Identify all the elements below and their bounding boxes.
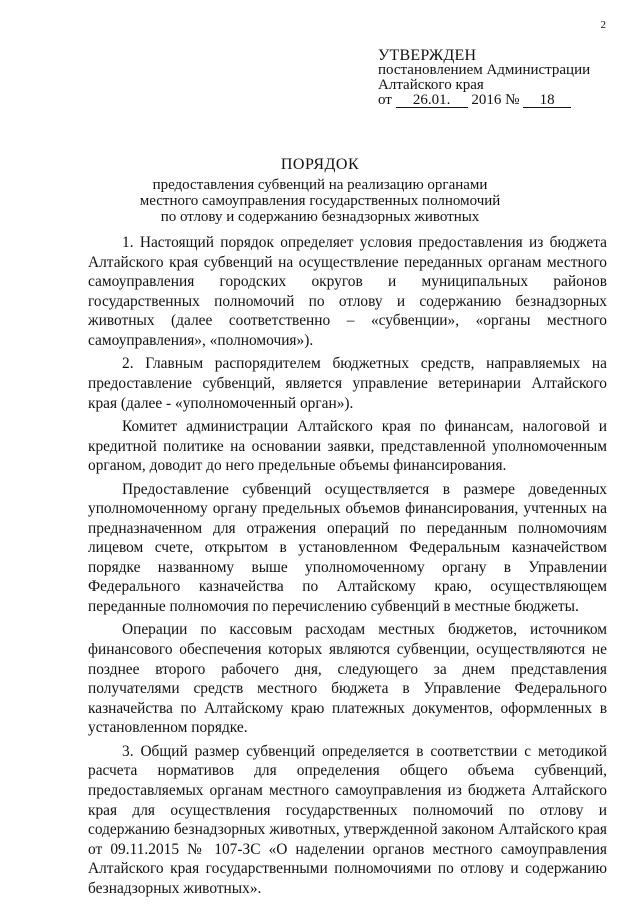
title-line-2: местного самоуправления государственных полномочий: [139, 193, 501, 209]
paragraph-4: Предоставление субвенций осуществляется в размере доведенных уполномоченному органу предельных объемов финансирования, учтенных на предназначенном для отражения операций по переданным полномочиям лицевом счете, открытом в установленном Федеральным казначейством порядке названному выше уполномоченному органу в Управлении Федерального казначейства по Алтайскому краю, осуществляющем переданные полномочия по перечислению субвенций в местные бюджеты.: [88, 480, 607, 616]
title-line-3: по отлову и содержанию безнадзорных животных: [160, 209, 480, 225]
approval-date: 26.01.: [396, 93, 468, 108]
approval-year: 2016 №: [471, 92, 520, 108]
document-title: [0, 157, 640, 225]
approval-number: 18: [523, 93, 571, 108]
paragraph-5: Операции по кассовым расходам местных бюджетов, источником финансового обеспечения которых являются субвенции, осуществляются не позднее второго рабочего дня, следующего за днем представления получателями средств местного бюджета в Управление Федерального казначейства по Алтайскому краю платежных документов, оформленных в установленном порядке.: [88, 621, 607, 737]
date-prefix: от: [378, 92, 392, 108]
approval-date-line: [378, 93, 590, 108]
page-number: 2: [600, 19, 606, 31]
approval-block: [378, 48, 590, 108]
title-line-1: предоставления субвенций на реализацию органами: [152, 177, 488, 193]
document-body: [88, 233, 607, 902]
approval-heading: УТВЕРЖДЕН: [378, 47, 477, 64]
approval-line-2: Алтайского края: [378, 77, 484, 93]
paragraph-2: 2. Главным распорядителем бюджетных средств, направляемых на предоставление субвенций, является управление ветеринарии Алтайского края (далее - «уполномоченный орган»).: [88, 355, 607, 412]
paragraph-6: 3. Общий размер субвенций определяется в соответствии с методикой расчета нормативов для определения общего объема субвенций, предоставляемых органам местного самоуправления из бюджета Алтайского края для осуществления государственных полномочий по отлову и содержанию безнадзорных животных, утвержденной законом Алтайского края от 09.11.2015 № 107-ЗС «О наделении органов местного самоуправления Алтайского края государственными полномочиями по отлову и содержанию безнадзорных животных».: [88, 742, 607, 897]
approval-line-1: постановлением Администрации: [378, 62, 591, 78]
paragraph-1: 1. Настоящий порядок определяет условия предоставления из бюджета Алтайского края субвенций на осуществление переданных органам местного самоуправления городских округов и муниципальных районов государственных полномочий по отлову и содержанию безнадзорных животных (далее соответственно – «субвенции», «органы местного самоуправления», «полномочия»).: [88, 234, 607, 349]
paragraph-3: Комитет администрации Алтайского края по финансам, налоговой и кредитной политике на основании заявки, представленной уполномоченным органом, доводит до него предельные объемы финансирования.: [88, 417, 607, 475]
title-main: ПОРЯДОК: [280, 156, 360, 173]
